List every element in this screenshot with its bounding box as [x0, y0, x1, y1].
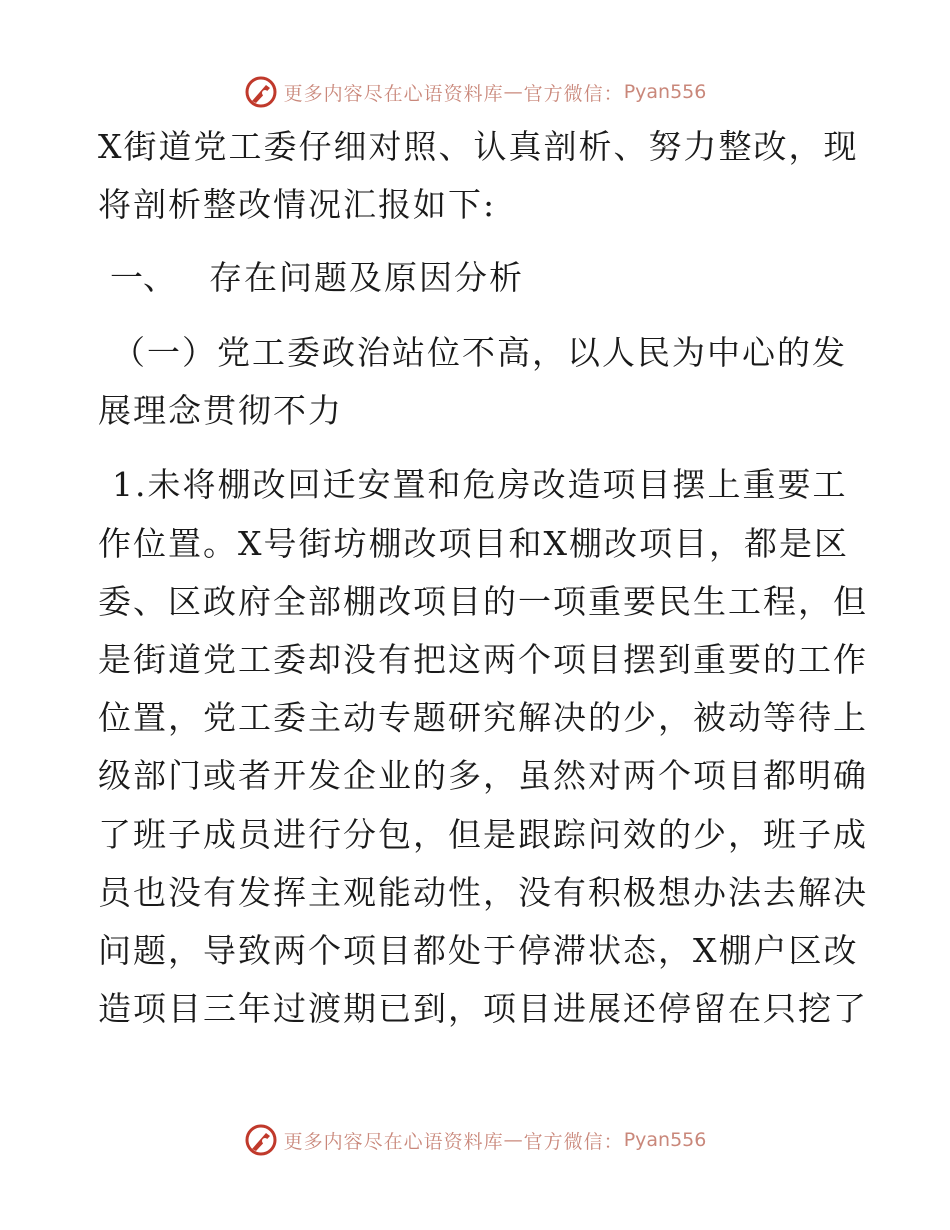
- watermark-footer: [0, 1120, 950, 1160]
- item-line-2: 作位置。X号街坊棚改项目和X棚改项目，都是区: [98, 524, 849, 563]
- item-line-5: 位置，党工委主动专题研究解决的少，被动等待上: [98, 698, 868, 737]
- pen-logo-icon: [244, 75, 278, 109]
- item-line-7: 了班子成员进行分包，但是跟踪问效的少，班子成: [98, 815, 868, 854]
- intro-line-1: X街道党工委仔细对照、认真剖析、努力整改，现: [98, 127, 859, 166]
- section-title: 存在问题及原因分析: [209, 258, 524, 297]
- section-number: 一、: [110, 258, 176, 297]
- intro-line-2: 将剖析整改情况汇报如下:: [98, 185, 497, 224]
- watermark-id: Pyan556: [623, 1129, 707, 1151]
- watermark-id: Pyan556: [623, 81, 707, 103]
- item-line-8: 员也没有发挥主观能动性，没有积极想办法去解决: [98, 873, 868, 912]
- subsection-line-2: 展理念贯彻不力: [98, 391, 343, 430]
- watermark-separator: —: [503, 81, 524, 103]
- watermark-official-label: 官方微信：: [523, 82, 624, 105]
- watermark-text: 更多内容尽在心语资料库: [283, 82, 504, 105]
- item-line-4: 是街道党工委却没有把这两个项目摆到重要的工作: [98, 640, 868, 679]
- item-line-3: 委、区政府全部棚改项目的一项重要民生工程，但: [98, 582, 868, 621]
- watermark-header: [0, 72, 950, 112]
- watermark-separator: —: [503, 1129, 524, 1151]
- watermark-text: 更多内容尽在心语资料库: [283, 1130, 504, 1153]
- item-line-10: 造项目三年过渡期已到，项目进展还停留在只挖了: [98, 989, 868, 1028]
- watermark-official-label: 官方微信：: [523, 1130, 624, 1153]
- item-line-6: 级部门或者开发企业的多，虽然对两个项目都明确: [98, 756, 868, 795]
- item-line-1: 1.未将棚改回迁安置和危房改造项目摆上重要工: [112, 465, 848, 504]
- subsection-line-1: （一）党工委政治站位不高，以人民为中心的发: [112, 333, 847, 372]
- pen-logo-icon: [244, 1123, 278, 1157]
- item-line-9: 问题，导致两个项目都处于停滞状态，X棚户区改: [98, 931, 859, 970]
